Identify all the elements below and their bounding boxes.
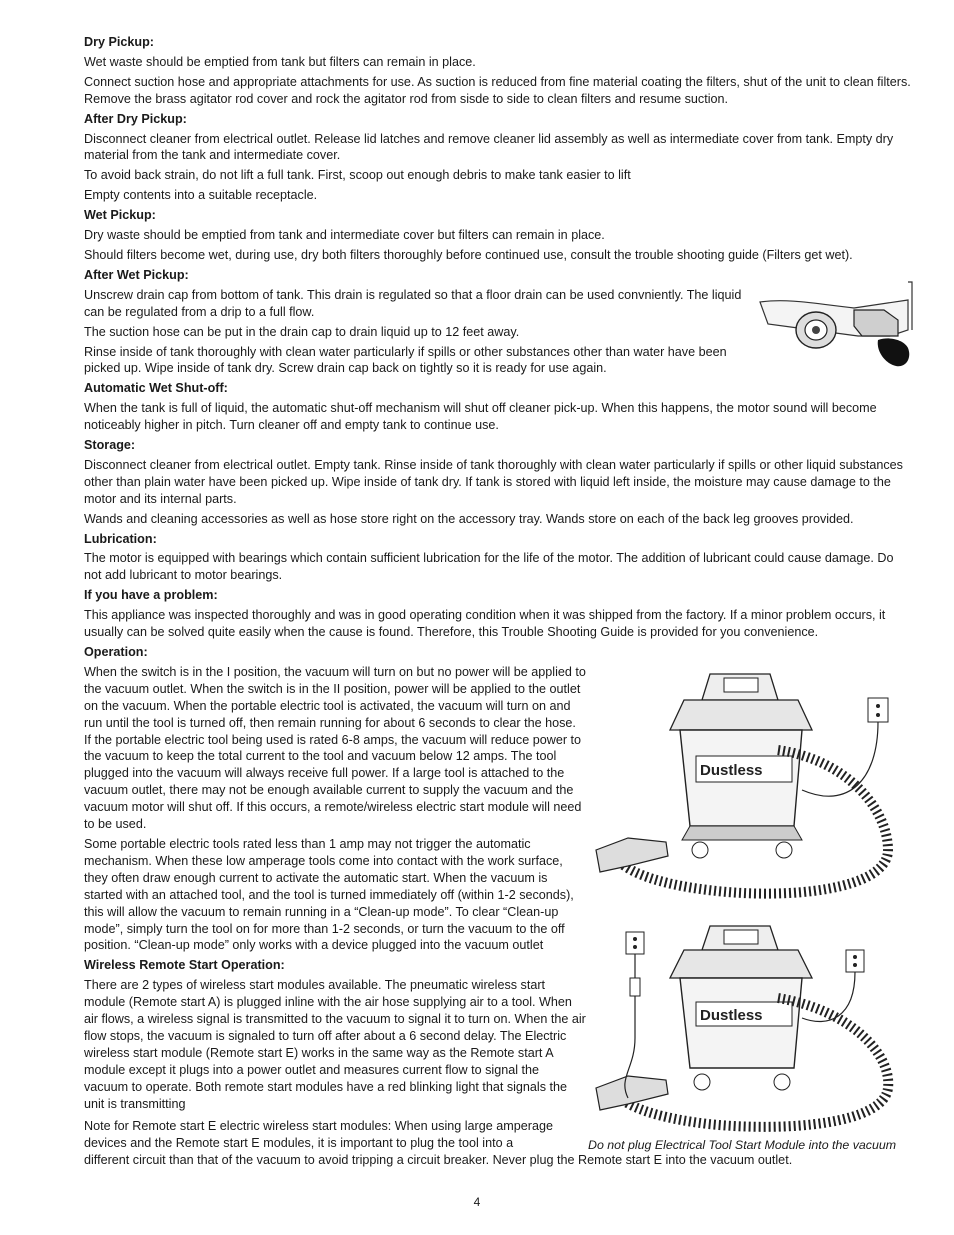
heading-lubrication: Lubrication: (84, 531, 157, 546)
paragraph: The suction hose can be put in the drain cap to drain liquid up to 12 feet away. (84, 324, 520, 339)
note-line: different circuit than that of the vacuum to avoid tripping a circuit breaker. Never plug the Remote start E into the vacuum outlet. (84, 1153, 793, 1168)
paragraph: Wet waste should be emptied from tank but filters can remain in place. (84, 54, 476, 69)
paragraph: When the switch is in the I position, the vacuum will turn on but no power will be applied to the vacuum outlet. When the switch is in the II position, power will be applied to the outlet on the vacuum. When the portable electric tool is activated, the vacuum will turn on and run until the tool is turned off, then remain running for about 6 seconds to clear the hose. If the portable electric tool being used is rated 6-8 amps, the vacuum will reduce power to the vacuum to keep the total current to the tool and vacuum below 12 amps. The tool plugged into the vacuum will always receive full power. If a large tool is attached to the vacuum outlet, there may not be enough available current to supply the vacuum and the vacuum motor will shut off. If this occurs, a remote/wireless electric start module will need to be used. (84, 664, 586, 832)
paragraph: This appliance was inspected thoroughly and was in good operating condition when it was shipped from the factory. If a minor problem occurs, it usually can be solved quite easily when the cause is found. Therefore, this Trouble Shooting Guide is provided for you convenience. (84, 608, 886, 640)
heading-dry-pickup: Dry Pickup: (84, 35, 154, 49)
paragraph: Dry waste should be emptied from tank and intermediate cover but filters can remain in place. (84, 228, 605, 243)
paragraph: Disconnect cleaner from electrical outlet. Empty tank. Rinse inside of tank thoroughly with clean water particularly if spills or other liquid substances other than plain water have been picked up. Wipe inside of tank dry. If tank is stored with liquid left inside, the moisture may cause damage to the motor and its internal parts. (84, 457, 903, 506)
brand-label: Dustless (700, 1007, 763, 1024)
heading-after-wet-pickup: After Wet Pickup: (84, 267, 189, 282)
paragraph: Disconnect cleaner from electrical outlet. Release lid latches and remove cleaner lid assembly as well as intermediate cover from tank. Empty dry material from the tank and intermediate cover. (84, 131, 894, 163)
page-number: 4 (473, 1195, 481, 1209)
note-line: Note for Remote start E electric wireless start modules: When using large amperage devices and the Remote start E modules, it is important to plug the tool into a (84, 1119, 553, 1151)
paragraph: Some portable electric tools rated less than 1 amp may not trigger the automatic mechanism. When these low amperage tools come into contact with the work surface, they often draw enough current to activate the automatic start. When the vacuum is started with an attached tool, and the tool is turned immediately off (within 1-2 seconds), this will allow the vacuum to remain running in a “Clean-up mode”. To clear “Clean-up mode”, simply turn the tool on for more than 1-2 seconds, or turn the vacuum to the off position. “Clean-up mode” only works with a device plugged into the vacuum outlet (84, 836, 574, 953)
heading-after-dry-pickup: After Dry Pickup: (84, 111, 187, 126)
paragraph: Unscrew drain cap from bottom of tank. This drain is regulated so that a floor drain can be used convniently. The liquid can be regulated from a drip to a full flow. (84, 287, 742, 319)
paragraph: When the tank is full of liquid, the automatic shut-off mechanism will shut off cleaner pick-up. When this happens, the motor sound will become noticeably higher in pitch. Turn cleaner off and empty tank to continue use. (84, 401, 877, 433)
heading-if-you-have-a-problem: If you have a problem: (84, 588, 218, 603)
paragraph: Should filters become wet, during use, dry both filters thoroughly before continued use, consult the trouble shooting guide (Filters get wet). (84, 247, 853, 262)
drain-cap-illustration (758, 280, 914, 370)
vacuum-tool-illustration-bottom (588, 918, 914, 1136)
paragraph: To avoid back strain, do not lift a full tank. First, scoop out enough debris to make tank easier to lift (84, 168, 631, 183)
paragraph: The motor is equipped with bearings which contain sufficient lubrication for the life of the motor. The addition of lubricant could cause damage. Do not add lubricant to motor bearings. (84, 551, 894, 583)
paragraph: Wands and cleaning accessories as well as hose store right on the accessory tray. Wands store on each of the back leg grooves provided. (84, 511, 854, 526)
figure-caption: Do not plug Electrical Tool Start Module into the vacuum (588, 1138, 897, 1152)
paragraph: Connect suction hose and appropriate attachments for use. As suction is reduced from fine material coating the filters, shut of the unit to clean filters. Remove the brass agitator rod cover and rock the agitator rod from sisde to side to clean filters and resume suction. (84, 74, 911, 106)
paragraph: There are 2 types of wireless start modules available. The pneumatic wireless start module (Remote start A) is plugged inline with the air hose supplying air to a tool. When air flows, a wireless signal is transmitted to the vacuum to signal it to turn on. When the air flow stops, the vacuum is signaled to turn off after about a 6 second delay. The Electric wireless start module (Remote start E) works in the same way as the Remote start A module except it plugs into a power outlet and measures current flow to signal the vacuum to operate. Both remote start modules have a red blinking light that signals the unit is transmitting (84, 978, 586, 1111)
heading-wireless-remote-start: Wireless Remote Start Operation: (84, 958, 285, 973)
brand-label: Dustless (700, 762, 763, 779)
heading-storage: Storage: (84, 438, 136, 453)
paragraph: Rinse inside of tank thoroughly with clean water particularly if spills or other substances other than water have been picked up. Wipe inside of tank dry. Screw drain cap back on tightly so it is ready for use again. (84, 344, 727, 376)
heading-operation: Operation: (84, 645, 148, 659)
paragraph: Empty contents into a suitable receptacle. (84, 188, 318, 203)
heading-automatic-wet-shutoff: Automatic Wet Shut-off: (84, 381, 228, 396)
heading-wet-pickup: Wet Pickup: (84, 208, 156, 223)
vacuum-tool-illustration-top (588, 660, 914, 910)
